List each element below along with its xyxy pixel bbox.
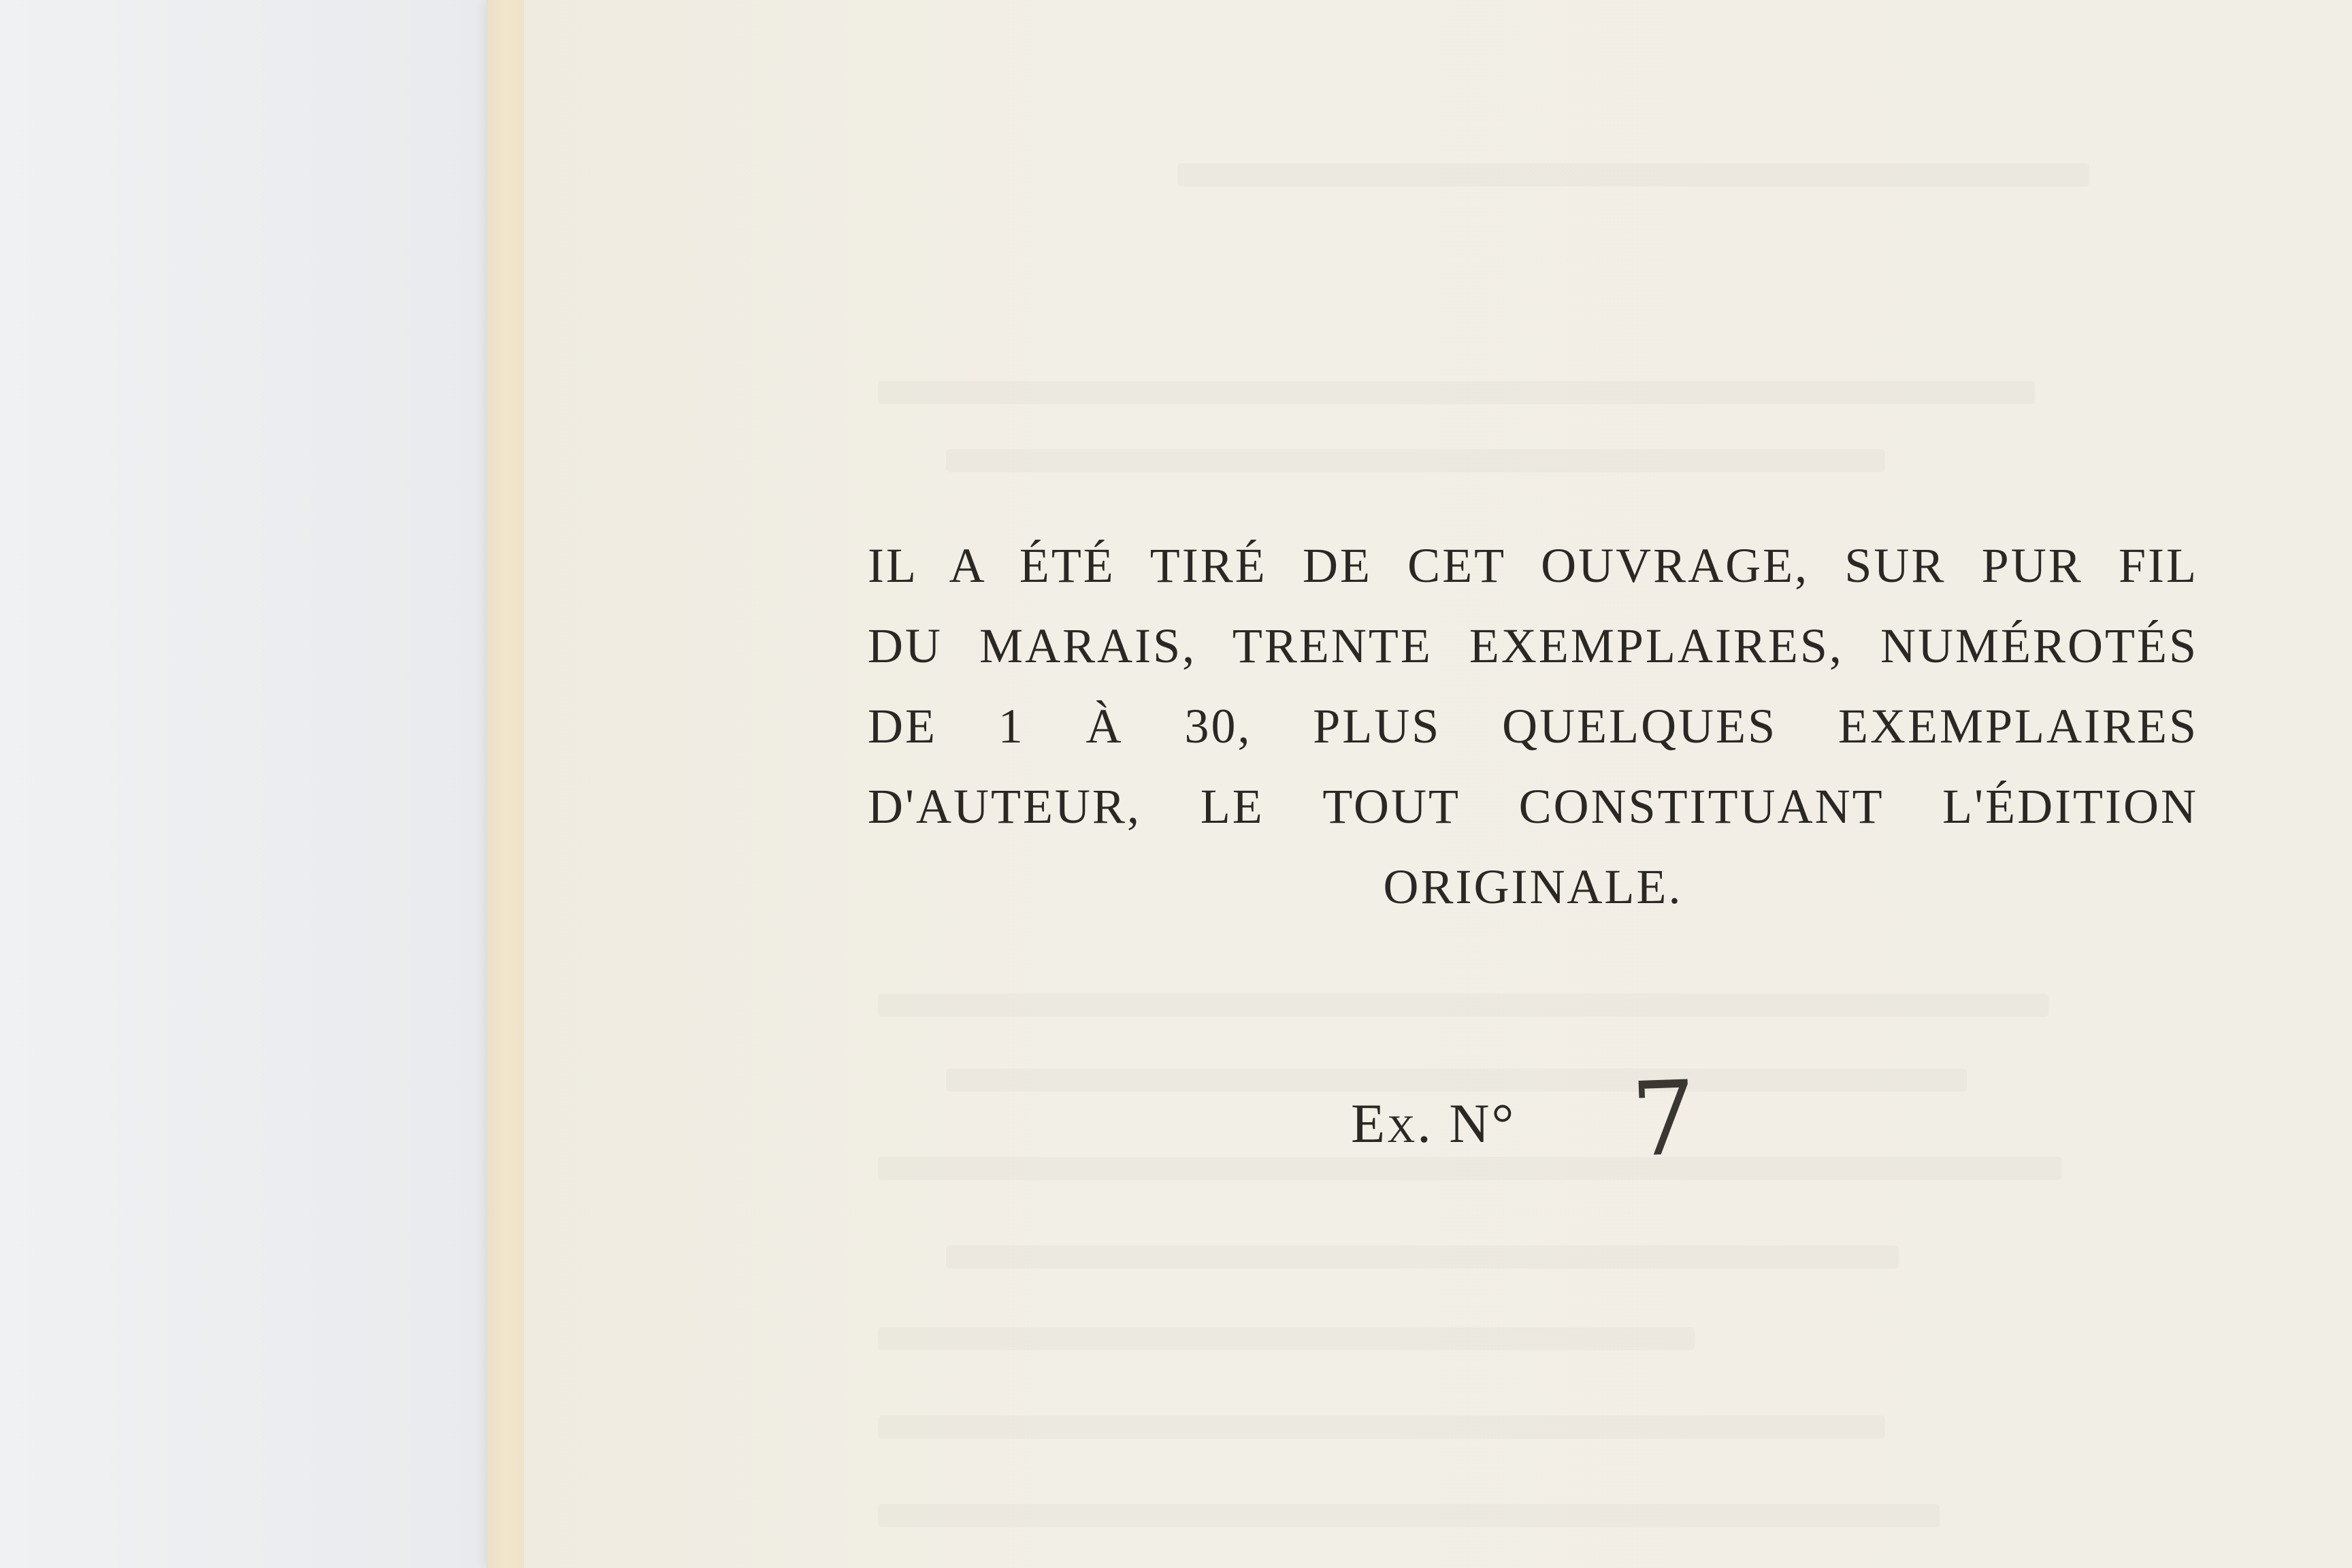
justification-line: DU MARAIS, TRENTE EXEMPLAIRES, NUMÉROTÉS (868, 619, 2198, 673)
show-through-text (878, 1416, 1885, 1439)
copy-number (1351, 1048, 1701, 1180)
show-through-text (878, 994, 2048, 1017)
justification-line: D'AUTEUR, LE TOUT CONSTITUANT L'ÉDITION (868, 779, 2198, 834)
justification-line: DE 1 À 30, PLUS QUELQUES EXEMPLAIRES (868, 699, 2198, 753)
background-surface (0, 0, 504, 1568)
show-through-text (1177, 163, 2089, 186)
justification-paragraph (868, 525, 2198, 927)
copy-number-value: 7 (1629, 1059, 1701, 1180)
copy-number-label: Ex. N° (1351, 1092, 1516, 1154)
show-through-text (946, 449, 1885, 472)
show-through-text (878, 1504, 1940, 1527)
justification-line: ORIGINALE. (1383, 860, 1683, 914)
show-through-text (878, 1327, 1695, 1350)
justification-line: IL A ÉTÉ TIRÉ DE CET OUVRAGE, SUR PUR FIL (868, 538, 2198, 593)
show-through-text (878, 381, 2035, 404)
show-through-text (946, 1245, 1899, 1269)
